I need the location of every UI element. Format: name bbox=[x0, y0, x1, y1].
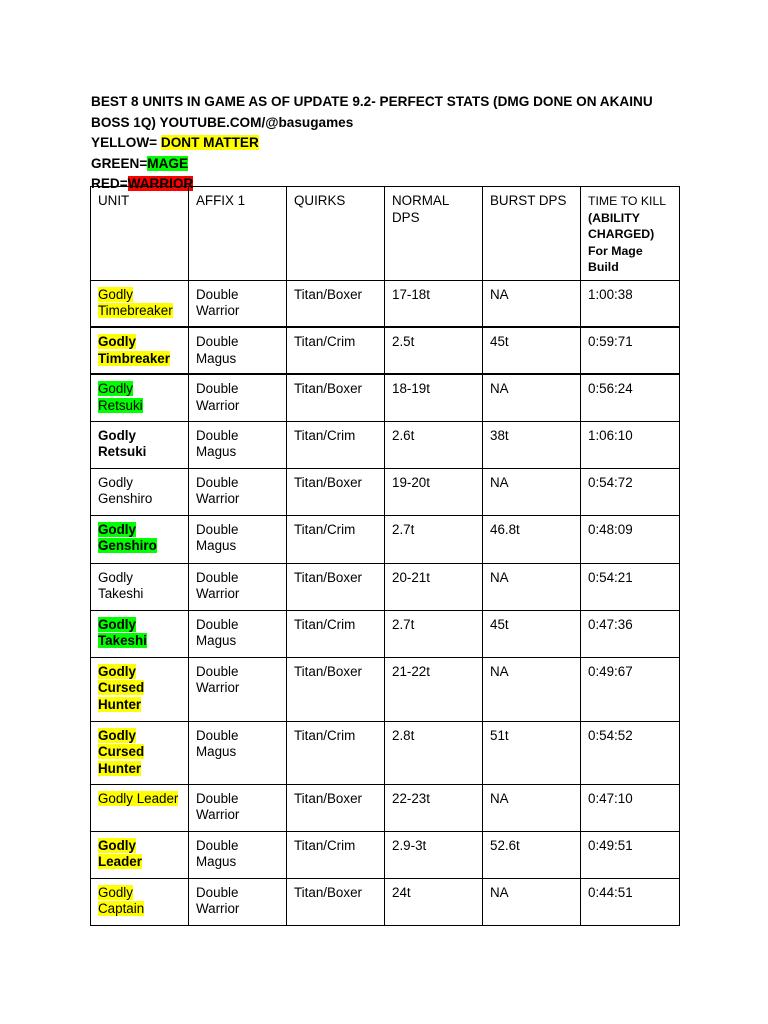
time-to-kill-cell: 0:59:71 bbox=[581, 327, 680, 374]
normal-dps-cell: 21-22t bbox=[385, 657, 483, 721]
quirks-cell: Titan/Crim bbox=[287, 831, 385, 878]
unit-name: Godly Leader bbox=[98, 790, 179, 806]
burst-dps-cell: NA bbox=[483, 563, 581, 610]
affix-cell: Double Warrior bbox=[189, 468, 287, 515]
unit-cell bbox=[91, 721, 189, 784]
quirks-cell: Titan/Crim bbox=[287, 515, 385, 563]
affix-cell: Double Warrior bbox=[189, 784, 287, 831]
units-table bbox=[90, 186, 680, 926]
unit-name: Godly Genshiro bbox=[98, 521, 157, 553]
burst-dps-cell: 38t bbox=[483, 421, 581, 468]
legend-green-label: MAGE bbox=[147, 155, 189, 171]
header-ttk-line1: TIME TO KILL bbox=[588, 194, 667, 208]
table-row bbox=[91, 421, 680, 468]
unit-cell bbox=[91, 421, 189, 468]
time-to-kill-cell: 0:47:10 bbox=[581, 784, 680, 831]
unit-cell bbox=[91, 657, 189, 721]
table-row bbox=[91, 515, 680, 563]
normal-dps-cell: 24t bbox=[385, 878, 483, 925]
quirks-cell: Titan/Boxer bbox=[287, 468, 385, 515]
burst-dps-cell: NA bbox=[483, 468, 581, 515]
quirks-cell: Titan/Crim bbox=[287, 610, 385, 657]
title-line-1: BEST 8 UNITS IN GAME AS OF UPDATE 9.2- PERFECT STATS (DMG DONE ON AKAINU bbox=[91, 94, 653, 109]
unit-cell bbox=[91, 878, 189, 925]
table-row bbox=[91, 468, 680, 515]
time-to-kill-cell: 1:00:38 bbox=[581, 280, 680, 327]
quirks-cell: Titan/Crim bbox=[287, 327, 385, 374]
header-ttk-line3: For Mage Build bbox=[588, 243, 643, 274]
table-row bbox=[91, 878, 680, 925]
affix-cell: Double Warrior bbox=[189, 374, 287, 421]
time-to-kill-cell: 0:49:51 bbox=[581, 831, 680, 878]
time-to-kill-cell: 0:44:51 bbox=[581, 878, 680, 925]
affix-cell: Double Warrior bbox=[189, 280, 287, 327]
unit-name: Godly Captain bbox=[98, 884, 145, 916]
affix-cell: Double Warrior bbox=[189, 563, 287, 610]
normal-dps-cell: 2.9-3t bbox=[385, 831, 483, 878]
unit-cell bbox=[91, 610, 189, 657]
time-to-kill-cell: 0:54:21 bbox=[581, 563, 680, 610]
burst-dps-cell: 45t bbox=[483, 610, 581, 657]
normal-dps-cell: 2.7t bbox=[385, 610, 483, 657]
affix-cell: Double Warrior bbox=[189, 657, 287, 721]
burst-dps-cell: NA bbox=[483, 280, 581, 327]
title-line-2: BOSS 1Q) YOUTUBE.COM/@basugames bbox=[91, 114, 354, 130]
quirks-cell: Titan/Boxer bbox=[287, 657, 385, 721]
normal-dps-cell: 2.8t bbox=[385, 721, 483, 784]
unit-cell bbox=[91, 468, 189, 515]
unit-cell bbox=[91, 515, 189, 563]
unit-name: Godly Takeshi bbox=[98, 616, 147, 648]
normal-dps-cell: 19-20t bbox=[385, 468, 483, 515]
burst-dps-cell: NA bbox=[483, 878, 581, 925]
unit-cell bbox=[91, 784, 189, 831]
table-row bbox=[91, 374, 680, 421]
time-to-kill-cell: 0:54:52 bbox=[581, 721, 680, 784]
legend-red-prefix: RED= bbox=[91, 176, 128, 191]
unit-name: Godly Retsuki bbox=[98, 427, 147, 459]
legend-yellow-prefix: YELLOW= bbox=[91, 135, 161, 150]
affix-cell: Double Magus bbox=[189, 721, 287, 784]
table-header-row bbox=[91, 187, 680, 281]
table-row bbox=[91, 721, 680, 784]
unit-name: Godly Retsuki bbox=[98, 381, 143, 413]
time-to-kill-cell: 0:56:24 bbox=[581, 374, 680, 421]
unit-cell bbox=[91, 831, 189, 878]
quirks-cell: Titan/Boxer bbox=[287, 374, 385, 421]
unit-name: Godly Genshiro bbox=[98, 474, 153, 506]
time-to-kill-cell: 0:48:09 bbox=[581, 515, 680, 563]
unit-cell bbox=[91, 280, 189, 327]
header-ttk-line2: (ABILITY CHARGED) bbox=[588, 210, 655, 241]
legend-yellow bbox=[91, 133, 691, 154]
quirks-cell: Titan/Crim bbox=[287, 721, 385, 784]
affix-cell: Double Magus bbox=[189, 515, 287, 563]
normal-dps-cell: 18-19t bbox=[385, 374, 483, 421]
normal-dps-cell: 2.5t bbox=[385, 327, 483, 374]
unit-name: Godly Timbreaker bbox=[98, 334, 170, 366]
affix-cell: Double Magus bbox=[189, 421, 287, 468]
header-time-to-kill bbox=[581, 187, 680, 281]
header-quirks: QUIRKS bbox=[287, 187, 385, 281]
burst-dps-cell: 46.8t bbox=[483, 515, 581, 563]
unit-name: Godly Leader bbox=[98, 837, 142, 869]
normal-dps-cell: 20-21t bbox=[385, 563, 483, 610]
affix-cell: Double Magus bbox=[189, 327, 287, 374]
time-to-kill-cell: 1:06:10 bbox=[581, 421, 680, 468]
unit-cell bbox=[91, 374, 189, 421]
unit-name: Godly Cursed Hunter bbox=[98, 727, 145, 776]
unit-cell bbox=[91, 327, 189, 374]
normal-dps-cell: 22-23t bbox=[385, 784, 483, 831]
quirks-cell: Titan/Boxer bbox=[287, 878, 385, 925]
document-header bbox=[91, 92, 691, 195]
burst-dps-cell: 52.6t bbox=[483, 831, 581, 878]
header-unit: UNIT bbox=[91, 187, 189, 281]
normal-dps-cell: 2.7t bbox=[385, 515, 483, 563]
normal-dps-cell: 17-18t bbox=[385, 280, 483, 327]
table-row bbox=[91, 831, 680, 878]
table-row bbox=[91, 563, 680, 610]
burst-dps-cell: NA bbox=[483, 784, 581, 831]
affix-cell: Double Magus bbox=[189, 610, 287, 657]
unit-name: Godly Cursed Hunter bbox=[98, 663, 145, 712]
burst-dps-cell: NA bbox=[483, 374, 581, 421]
affix-cell: Double Magus bbox=[189, 831, 287, 878]
time-to-kill-cell: 0:47:36 bbox=[581, 610, 680, 657]
unit-cell bbox=[91, 563, 189, 610]
quirks-cell: Titan/Boxer bbox=[287, 563, 385, 610]
affix-cell: Double Warrior bbox=[189, 878, 287, 925]
quirks-cell: Titan/Boxer bbox=[287, 784, 385, 831]
unit-name: Godly Timebreaker bbox=[98, 286, 173, 318]
burst-dps-cell: NA bbox=[483, 657, 581, 721]
table-row bbox=[91, 657, 680, 721]
normal-dps-cell: 2.6t bbox=[385, 421, 483, 468]
table-row bbox=[91, 327, 680, 374]
legend-green-prefix: GREEN= bbox=[91, 155, 148, 171]
time-to-kill-cell: 0:49:67 bbox=[581, 657, 680, 721]
table-row bbox=[91, 610, 680, 657]
legend-yellow-label: DONT MATTER bbox=[160, 135, 259, 150]
header-affix: AFFIX 1 bbox=[189, 187, 287, 281]
table-row bbox=[91, 784, 680, 831]
quirks-cell: Titan/Boxer bbox=[287, 280, 385, 327]
burst-dps-cell: 51t bbox=[483, 721, 581, 784]
table-row bbox=[91, 280, 680, 327]
legend-green bbox=[91, 154, 691, 175]
header-normal-dps: NORMAL DPS bbox=[385, 187, 483, 281]
time-to-kill-cell: 0:54:72 bbox=[581, 468, 680, 515]
header-burst-dps: BURST DPS bbox=[483, 187, 581, 281]
legend-red-label: WARRIOR bbox=[127, 176, 194, 191]
burst-dps-cell: 45t bbox=[483, 327, 581, 374]
quirks-cell: Titan/Crim bbox=[287, 421, 385, 468]
unit-name: Godly Takeshi bbox=[98, 569, 144, 601]
